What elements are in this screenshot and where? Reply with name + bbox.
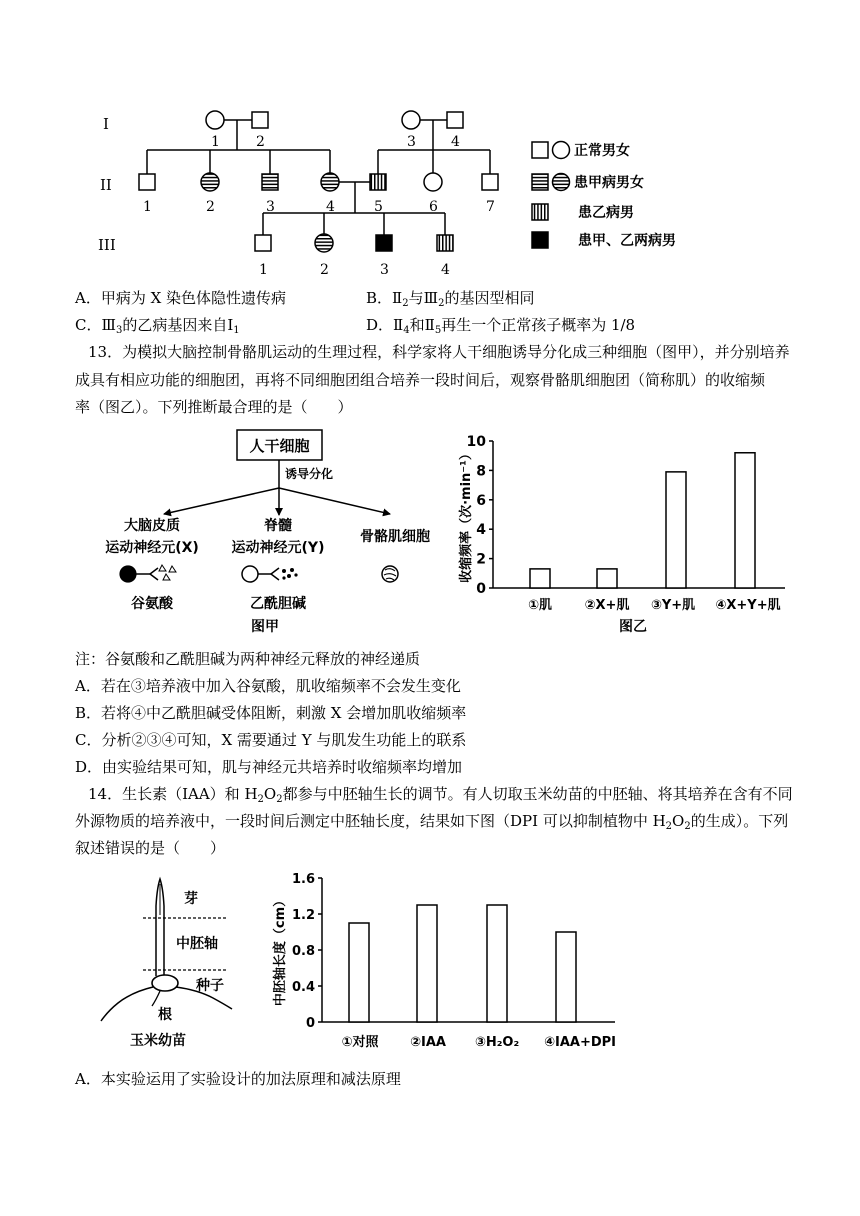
figure-b-bar-chart	[455, 428, 800, 640]
legend-both-label: 患甲、乙两病男	[578, 233, 676, 249]
q13-option-b: B．若将④中乙酰胆碱受体阻断，刺激 X 会增加肌收缩频率	[75, 704, 467, 722]
legend-male-disease-a-icon	[532, 174, 548, 190]
neuron-y-label-line1: 脊髓	[264, 518, 292, 534]
subscript: 2	[438, 298, 445, 309]
option-text: 的基因型相同	[444, 289, 535, 307]
individual-II3-male-disease-a	[262, 174, 278, 190]
legend-male-both-icon	[532, 232, 548, 248]
x-tick-label: ①肌	[527, 598, 553, 613]
chart-bar	[666, 472, 686, 588]
generation-label-1: I	[103, 115, 109, 133]
q14-stem-line-3: 叙述错误的是（ ）	[75, 839, 226, 857]
q12-option-d	[366, 315, 635, 335]
muscle-cell-icon	[382, 566, 398, 582]
q12-option-b	[366, 288, 534, 308]
stem-text: 14．生长素（IAA）和 H	[88, 785, 258, 803]
seedling-caption: 玉米幼苗	[130, 1033, 186, 1049]
chart-bar	[349, 923, 369, 1022]
individual-number: 4	[451, 134, 460, 150]
y-axis-label: 收缩频率（次·min⁻¹）	[459, 447, 474, 583]
q13-option-c: C．分析②③④可知，X 需要通过 Y 与肌发生功能上的联系	[75, 731, 467, 749]
y-tick-label: 8	[476, 463, 486, 480]
individual-II2-female-disease-a	[201, 173, 219, 191]
legend-female-disease-a-icon	[553, 174, 570, 191]
y-tick-label: 0.8	[291, 944, 315, 959]
option-text: 与Ⅲ	[408, 289, 439, 307]
individual-number: 4	[326, 199, 335, 215]
x-tick-label: ②IAA	[410, 1035, 446, 1050]
x-tick-label: ④X+Y+肌	[715, 598, 781, 613]
individual-I1-female-normal	[206, 111, 224, 129]
individual-III4-male-disease-b	[437, 235, 453, 251]
q14-option-a: A．本实验运用了实验设计的加法原理和减法原理	[75, 1070, 401, 1088]
subscript: 2	[276, 794, 283, 805]
subscript: 5	[434, 325, 442, 336]
neuron-x-label-line2: 运动神经元(X)	[105, 540, 199, 556]
legend-male-disease-b-icon	[532, 204, 548, 220]
chart-bar	[556, 932, 576, 1022]
y-tick-label: 4	[476, 522, 486, 539]
q13-stem-line-3: 率（图乙）。下列推断最合理的是（ ）	[75, 398, 353, 416]
individual-number: 2	[206, 199, 215, 215]
y-tick-label: 2	[476, 551, 486, 568]
stem-text: O	[263, 785, 277, 803]
option-text: C．Ⅲ	[75, 316, 116, 334]
individual-number: 6	[429, 199, 438, 215]
q14-stem-line-2	[75, 811, 788, 831]
individual-number: 2	[320, 262, 329, 278]
stem-cell-label: 人干细胞	[249, 437, 310, 455]
generation-label-3: III	[98, 236, 116, 254]
stem-text: 的生成）。下列	[690, 812, 789, 830]
legend-disease-b-label: 患乙病男	[578, 205, 634, 221]
arrow-to-muscle-cell	[279, 488, 390, 514]
generation-label-2: II	[100, 176, 112, 194]
y-tick-label: 1.6	[291, 872, 315, 887]
individual-number: 3	[380, 262, 389, 278]
individual-III3-male-both-diseases	[376, 235, 392, 251]
option-text: 和Ⅱ	[409, 316, 435, 334]
individual-II7-male-normal	[482, 174, 498, 190]
neuron-y-icon	[242, 566, 298, 582]
chart-bar	[417, 905, 437, 1022]
legend-female-normal-icon	[553, 142, 570, 159]
individual-number: 4	[441, 262, 450, 278]
subscript: 3	[115, 325, 123, 336]
neuron-y-label-line2: 运动神经元(Y)	[231, 540, 325, 556]
subscript: 2	[665, 821, 673, 832]
legend-disease-a-label: 患甲病男女	[574, 175, 644, 191]
legend-normal-label: 正常男女	[574, 143, 630, 159]
individual-number: 3	[266, 199, 275, 215]
individual-number: 5	[374, 199, 383, 215]
x-tick-label: ③Y+肌	[650, 598, 696, 613]
chart-bar	[530, 569, 550, 588]
individual-III2-female-disease-a	[315, 234, 333, 252]
corn-seedling-illustration	[95, 872, 240, 1052]
individual-I3-female-normal	[402, 111, 420, 129]
chart-bar	[735, 453, 755, 588]
option-text: B．Ⅱ	[366, 289, 403, 307]
subscript: 2	[684, 821, 691, 832]
individual-number: 1	[211, 134, 220, 150]
option-text: D．Ⅱ	[366, 316, 404, 334]
glutamate-label: 谷氨酸	[131, 596, 173, 612]
x-tick-label: ③H₂O₂	[474, 1035, 520, 1050]
individual-III1-male-normal	[255, 235, 271, 251]
pedigree-legend	[532, 142, 676, 250]
y-tick-label: 1.2	[291, 908, 315, 923]
neuron-x-icon	[120, 565, 176, 582]
figure-a-differentiation-diagram	[90, 425, 440, 640]
individual-II5-male-disease-b	[370, 174, 386, 190]
muscle-cell-label: 骨骼肌细胞	[360, 529, 430, 545]
root-middle	[152, 991, 160, 1006]
option-text: 再生一个正常孩子概率为 1/8	[441, 316, 636, 334]
chart-bar	[487, 905, 507, 1022]
stem-text: 都参与中胚轴生长的调节。有人切取玉米幼苗的中胚轴、将其培养在含有不同	[282, 785, 793, 803]
pedigree-diagram	[90, 95, 710, 285]
y-tick-label: 10	[466, 434, 486, 450]
individual-II4-female-disease-a	[321, 173, 339, 191]
neuron-x-label-line1: 大脑皮质	[124, 518, 180, 534]
q13-note: 注：谷氨酸和乙酰胆碱为两种神经元释放的神经递质	[75, 650, 421, 668]
root-label: 根	[158, 1007, 172, 1023]
bud-label: 芽	[184, 891, 198, 907]
subscript: 4	[403, 325, 410, 336]
acetylcholine-label: 乙酰胆碱	[250, 596, 306, 612]
y-tick-label: 0	[476, 581, 486, 597]
seed-shape	[152, 975, 178, 991]
x-tick-label: ②X+肌	[584, 598, 630, 613]
figure-b-caption: 图乙	[619, 619, 647, 635]
q13-option-d: D．由实验结果可知，肌与神经元共培养时收缩频率均增加	[75, 758, 463, 776]
individual-I2-male-normal	[252, 112, 268, 128]
individual-number: 2	[256, 134, 265, 150]
y-axis-label: 中胚轴长度（cm）	[273, 893, 288, 1007]
stem-text: 外源物质的培养液中，一段时间后测定中胚轴长度，结果如下图（DPI 可以抑制植物中 H	[75, 812, 666, 830]
stem-text: O	[672, 812, 685, 830]
arrow-to-neuron-x	[164, 488, 279, 514]
legend-male-normal-icon	[532, 142, 548, 158]
subscript: 2	[402, 298, 409, 309]
chart-bar	[597, 569, 617, 588]
individual-number: 3	[407, 134, 416, 150]
q13-stem-line-2: 成具有相应功能的细胞团，再将不同细胞团组合培养一段时间后，观察骨骼肌细胞团（简称肌）的收缩频	[75, 371, 766, 389]
individual-number: 1	[259, 262, 268, 278]
x-tick-label: ④IAA+DPI	[543, 1035, 617, 1050]
subscript: 2	[257, 794, 264, 805]
individual-number: 7	[486, 199, 495, 215]
y-tick-label: 0.4	[291, 980, 315, 995]
q14-stem-line-1	[88, 784, 793, 804]
q13-stem-line-1: 13．为模拟大脑控制骨骼肌运动的生理过程，科学家将人干细胞诱导分化成三种细胞（图甲），并分别培养	[88, 343, 790, 361]
q13-option-a: A．若在③培养液中加入谷氨酸，肌收缩频率不会发生变化	[75, 677, 461, 695]
mesocotyl-length-bar-chart	[265, 866, 625, 1056]
subscript: 1	[233, 325, 240, 336]
y-tick-label: 0	[305, 1016, 315, 1031]
individual-I4-male-normal	[447, 112, 463, 128]
option-text: 的乙病基因来自Ⅰ	[122, 316, 234, 334]
individual-II1-male-normal	[139, 174, 155, 190]
individual-number: 1	[143, 199, 152, 215]
seed-label: 种子	[196, 978, 224, 994]
mesocotyl-label: 中胚轴	[176, 936, 218, 952]
figure-a-caption: 图甲	[251, 619, 279, 635]
y-tick-label: 6	[476, 492, 486, 509]
individual-II6-female-normal	[424, 173, 442, 191]
x-tick-label: ①对照	[341, 1035, 379, 1050]
q12-option-c	[75, 315, 240, 335]
root-left	[101, 987, 153, 1021]
differentiation-label: 诱导分化	[285, 467, 334, 481]
q12-option-a: A．甲病为 X 染色体隐性遗传病	[75, 289, 287, 307]
